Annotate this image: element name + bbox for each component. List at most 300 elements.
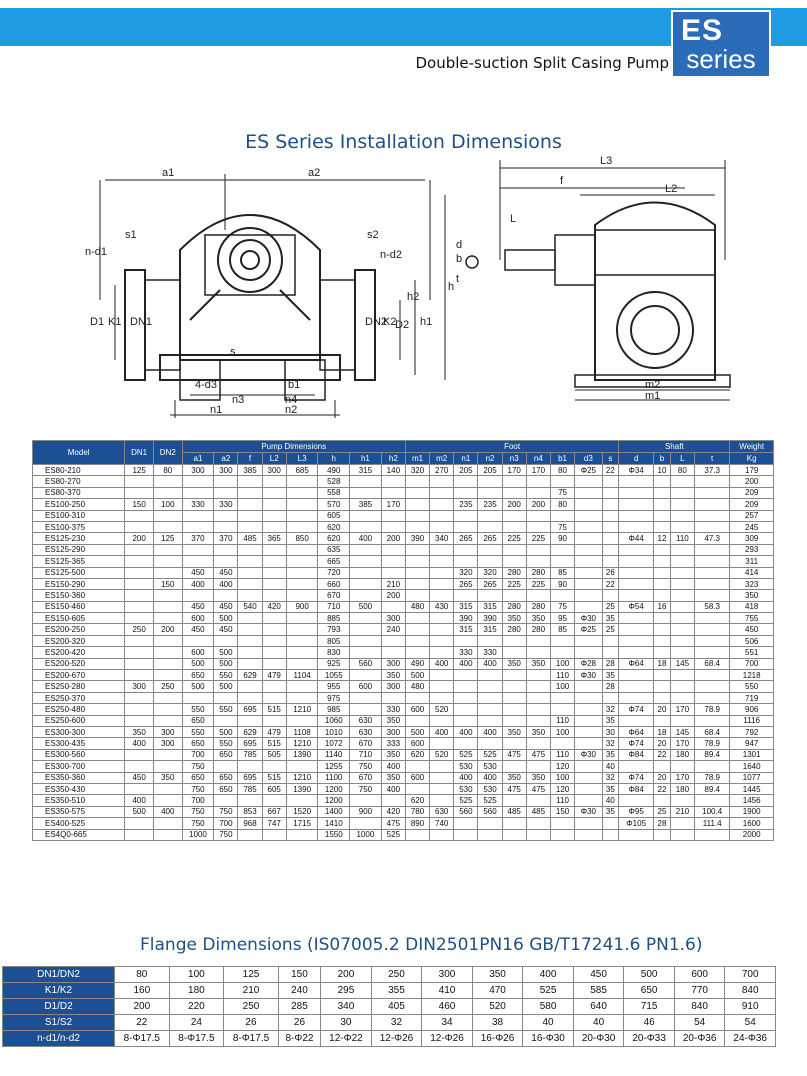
table-cell (214, 521, 238, 532)
table-cell (405, 578, 429, 589)
dim-b1: b1 (288, 379, 301, 391)
flange-cell: 180 (169, 983, 224, 999)
table-cell: Φ25 (575, 624, 602, 635)
table-cell (670, 692, 694, 703)
dim-n1: n1 (210, 404, 223, 416)
table-cell: 420 (262, 601, 286, 612)
flange-cell: 24 (169, 1015, 224, 1031)
table-cell (654, 795, 671, 806)
table-cell: ES300-560 (33, 749, 125, 760)
table-cell: 605 (262, 783, 286, 794)
table-cell: 450 (182, 624, 214, 635)
table-cell: 550 (214, 738, 238, 749)
flange-cell: 100 (169, 967, 224, 983)
table-cell (430, 795, 454, 806)
table-cell (454, 692, 478, 703)
table-cell (670, 510, 694, 521)
table-cell (350, 476, 382, 487)
table-cell: 490 (318, 465, 350, 476)
flange-cell: 16-Φ26 (472, 1031, 523, 1047)
table-cell: ES80-370 (33, 487, 125, 498)
table-cell: 18 (654, 726, 671, 737)
table-cell: 1200 (318, 795, 350, 806)
table-cell (550, 704, 574, 715)
table-cell: 170 (670, 704, 694, 715)
table-cell: 570 (318, 499, 350, 510)
table-cell: 22 (654, 783, 671, 794)
table-cell: 1715 (286, 818, 318, 829)
flange-cell: 8-Φ17.5 (115, 1031, 170, 1047)
table-cell: 500 (405, 670, 429, 681)
table-cell (125, 749, 154, 760)
table-cell: 968 (238, 818, 262, 829)
table-row (33, 521, 774, 532)
table-cell (405, 510, 429, 521)
table-cell (526, 556, 550, 567)
table-cell (654, 544, 671, 555)
table-cell: 80 (153, 465, 182, 476)
table-cell: 200 (153, 624, 182, 635)
table-cell: Φ25 (575, 465, 602, 476)
flange-cell: 20-Φ30 (573, 1031, 624, 1047)
table-cell (619, 624, 654, 635)
table-cell (214, 715, 238, 726)
table-row (33, 499, 774, 510)
table-cell (262, 567, 286, 578)
table-cell (526, 818, 550, 829)
table-cell (478, 635, 502, 646)
table-cell: 900 (286, 601, 318, 612)
table-cell: ES150-605 (33, 613, 125, 624)
table-cell (430, 670, 454, 681)
table-cell: 650 (182, 772, 214, 783)
table-cell: 68.4 (694, 658, 729, 669)
table-cell (654, 761, 671, 772)
table-cell (670, 544, 694, 555)
table-row (33, 487, 774, 498)
table-cell (502, 635, 526, 646)
table-cell: 600 (182, 613, 214, 624)
flange-cell: 12-Φ22 (321, 1031, 372, 1047)
table-cell (454, 818, 478, 829)
dim-n3: n3 (232, 394, 245, 406)
table-cell (286, 681, 318, 692)
table-cell (694, 578, 729, 589)
table-cell (214, 556, 238, 567)
table-cell: 700 (182, 749, 214, 760)
table-cell: 350 (526, 772, 550, 783)
table-cell: 710 (318, 601, 350, 612)
table-cell: 225 (502, 533, 526, 544)
flange-cell: 150 (278, 967, 320, 983)
flange-cell: 250 (371, 967, 422, 983)
table-cell (430, 624, 454, 635)
table-cell: 506 (730, 635, 774, 646)
table-cell (262, 795, 286, 806)
table-cell: 629 (238, 726, 262, 737)
table-cell: 145 (670, 658, 694, 669)
table-cell: 660 (318, 578, 350, 589)
table-cell (550, 635, 574, 646)
table-cell (405, 692, 429, 703)
table-cell (238, 510, 262, 521)
table-cell: 450 (730, 624, 774, 635)
table-cell (153, 590, 182, 601)
table-cell: 350 (381, 715, 405, 726)
table-cell: 525 (478, 749, 502, 760)
dim-s1: s1 (125, 229, 137, 241)
table-cell: Φ64 (619, 726, 654, 737)
table-row (33, 533, 774, 544)
table-cell (694, 761, 729, 772)
table-cell: 500 (182, 681, 214, 692)
table-cell: 350 (730, 590, 774, 601)
table-cell: 975 (318, 692, 350, 703)
table-cell: 150 (153, 578, 182, 589)
col-m1: m1 (405, 453, 429, 465)
table-cell: 170 (670, 738, 694, 749)
table-cell: 80 (550, 465, 574, 476)
table-cell: 1104 (286, 670, 318, 681)
table-cell (405, 829, 429, 840)
table-cell (153, 795, 182, 806)
table-cell (262, 556, 286, 567)
table-cell (550, 829, 574, 840)
table-cell (694, 544, 729, 555)
table-cell: 500 (214, 726, 238, 737)
table-cell (454, 704, 478, 715)
table-cell (575, 476, 602, 487)
flange-cell: 160 (115, 983, 170, 999)
table-cell: 270 (430, 465, 454, 476)
table-cell: 350 (502, 726, 526, 737)
table-cell (619, 556, 654, 567)
table-cell (550, 476, 574, 487)
flange-cell: 460 (422, 999, 473, 1015)
table-cell (502, 829, 526, 840)
table-cell (550, 692, 574, 703)
flange-row (3, 999, 776, 1015)
table-cell: 500 (214, 647, 238, 658)
dim-h: h (448, 281, 455, 293)
table-cell (238, 624, 262, 635)
table-cell: ES150-360 (33, 590, 125, 601)
table-cell (350, 647, 382, 658)
dim-h1: h1 (420, 316, 433, 328)
table-cell: 35 (602, 670, 619, 681)
table-cell (286, 692, 318, 703)
table-cell: 35 (602, 783, 619, 794)
table-cell (125, 521, 154, 532)
table-cell: 200 (381, 533, 405, 544)
table-cell: 350 (125, 726, 154, 737)
table-cell: 280 (526, 624, 550, 635)
table-cell: 125 (125, 465, 154, 476)
table-cell (182, 521, 214, 532)
table-cell: Φ28 (575, 658, 602, 669)
table-cell (125, 578, 154, 589)
table-cell (262, 647, 286, 658)
table-cell: 540 (238, 601, 262, 612)
table-cell (575, 761, 602, 772)
table-cell: 750 (214, 806, 238, 817)
table-cell: 235 (454, 499, 478, 510)
table-cell (182, 544, 214, 555)
table-cell: ES250-280 (33, 681, 125, 692)
flange-cell: 770 (674, 983, 725, 999)
table-cell (182, 556, 214, 567)
table-cell (602, 829, 619, 840)
table-cell: 400 (214, 578, 238, 589)
table-cell (286, 635, 318, 646)
table-cell (381, 601, 405, 612)
table-cell (502, 521, 526, 532)
table-cell: 370 (214, 533, 238, 544)
table-cell (430, 647, 454, 658)
flange-cell: 340 (321, 999, 372, 1015)
table-cell: 385 (350, 499, 382, 510)
table-cell (286, 556, 318, 567)
table-cell: ES125-500 (33, 567, 125, 578)
table-cell (430, 738, 454, 749)
table-cell (405, 556, 429, 567)
flange-cell: 38 (472, 1015, 523, 1031)
table-cell (670, 601, 694, 612)
dim-D1: D1 (90, 316, 105, 328)
table-cell (526, 761, 550, 772)
table-cell (654, 692, 671, 703)
table-cell: 309 (730, 533, 774, 544)
table-cell (454, 590, 478, 601)
table-cell (125, 590, 154, 601)
table-cell (478, 670, 502, 681)
table-cell (381, 510, 405, 521)
table-cell (502, 487, 526, 498)
table-cell: 400 (454, 726, 478, 737)
table-cell (654, 670, 671, 681)
table-cell: 390 (405, 533, 429, 544)
table-cell (654, 521, 671, 532)
table-cell (602, 533, 619, 544)
table-cell (350, 487, 382, 498)
table-cell: 620 (405, 749, 429, 760)
table-cell: 28 (602, 658, 619, 669)
table-cell: 200 (526, 499, 550, 510)
table-cell: 480 (405, 681, 429, 692)
table-cell: ES125-230 (33, 533, 125, 544)
table-cell: 500 (125, 806, 154, 817)
table-cell (350, 556, 382, 567)
col-a2: a2 (214, 453, 238, 465)
table-cell (502, 715, 526, 726)
table-cell: 450 (214, 601, 238, 612)
table-cell: 500 (350, 601, 382, 612)
flange-cell: 220 (169, 999, 224, 1015)
table-cell: 37.3 (694, 465, 729, 476)
table-cell: ES350-360 (33, 772, 125, 783)
table-cell (602, 499, 619, 510)
table-cell (550, 738, 574, 749)
table-row (33, 726, 774, 737)
table-row (33, 658, 774, 669)
table-cell (454, 556, 478, 567)
table-cell (654, 715, 671, 726)
table-cell (575, 772, 602, 783)
table-cell (262, 487, 286, 498)
table-cell (286, 521, 318, 532)
table-cell: 600 (405, 772, 429, 783)
table-cell (381, 567, 405, 578)
table-cell: 1445 (730, 783, 774, 794)
table-cell (238, 487, 262, 498)
table-cell: 300 (214, 465, 238, 476)
table-cell: 830 (318, 647, 350, 658)
table-cell (454, 487, 478, 498)
table-cell (502, 556, 526, 567)
table-cell (238, 590, 262, 601)
flange-cell: 22 (115, 1015, 170, 1031)
table-cell: 180 (670, 783, 694, 794)
flange-row-label: D1/D2 (3, 999, 115, 1015)
table-cell: 323 (730, 578, 774, 589)
table-cell: ES4Q0-665 (33, 829, 125, 840)
table-cell: 365 (262, 533, 286, 544)
table-cell (619, 647, 654, 658)
table-cell: 280 (502, 624, 526, 635)
table-cell (238, 647, 262, 658)
table-cell: 750 (182, 783, 214, 794)
table-cell: 650 (214, 772, 238, 783)
col-L3: L3 (286, 453, 318, 465)
table-cell: 450 (125, 772, 154, 783)
table-cell (153, 749, 182, 760)
table-cell (214, 476, 238, 487)
flange-cell: 585 (573, 983, 624, 999)
table-cell (575, 738, 602, 749)
table-cell (214, 635, 238, 646)
table-cell: 630 (350, 715, 382, 726)
table-cell: 600 (405, 738, 429, 749)
table-cell (125, 715, 154, 726)
table-cell: 25 (602, 624, 619, 635)
table-cell (153, 521, 182, 532)
table-cell (153, 487, 182, 498)
table-cell (286, 544, 318, 555)
table-cell: 685 (286, 465, 318, 476)
dim-s: s (230, 346, 236, 358)
table-cell: 530 (478, 761, 502, 772)
col-L2: L2 (262, 453, 286, 465)
table-cell (262, 544, 286, 555)
flange-cell: 40 (523, 1015, 574, 1031)
table-cell: 2000 (730, 829, 774, 840)
table-cell: 210 (381, 578, 405, 589)
table-cell: 20 (654, 738, 671, 749)
table-cell (670, 487, 694, 498)
table-row (33, 567, 774, 578)
table-cell (526, 510, 550, 521)
table-cell (153, 783, 182, 794)
table-cell (602, 818, 619, 829)
table-cell: 22 (602, 578, 619, 589)
table-cell (670, 647, 694, 658)
table-cell (454, 670, 478, 681)
col-dn2: DN2 (153, 441, 182, 465)
table-cell (670, 590, 694, 601)
table-cell: Φ74 (619, 772, 654, 783)
dim-a1: a1 (162, 167, 175, 179)
table-cell: 225 (526, 578, 550, 589)
dim-D2: D2 (395, 319, 410, 331)
table-cell (575, 818, 602, 829)
table-cell (575, 510, 602, 521)
table-cell: 450 (182, 567, 214, 578)
table-cell (125, 647, 154, 658)
table-cell (478, 818, 502, 829)
table-cell: 75 (550, 487, 574, 498)
table-cell (350, 590, 382, 601)
table-cell: 350 (502, 658, 526, 669)
table-cell (405, 567, 429, 578)
table-cell: 320 (405, 465, 429, 476)
table-cell (454, 738, 478, 749)
table-cell: 558 (318, 487, 350, 498)
table-cell: 32 (602, 738, 619, 749)
flange-cell: 250 (224, 999, 279, 1015)
table-cell (430, 783, 454, 794)
table-cell: 1077 (730, 772, 774, 783)
table-cell (502, 544, 526, 555)
table-cell: 1010 (318, 726, 350, 737)
table-cell (575, 692, 602, 703)
table-cell (694, 647, 729, 658)
flange-dimensions-table (2, 966, 776, 1047)
table-cell: Φ30 (575, 806, 602, 817)
table-cell (526, 544, 550, 555)
table-cell: 330 (478, 647, 502, 658)
table-cell: ES250-370 (33, 692, 125, 703)
table-cell (694, 795, 729, 806)
table-cell: 670 (350, 772, 382, 783)
table-cell (478, 829, 502, 840)
table-cell: 265 (454, 578, 478, 589)
table-cell: 340 (430, 533, 454, 544)
table-cell: ES100-310 (33, 510, 125, 521)
table-cell: 700 (730, 658, 774, 669)
table-cell: 885 (318, 613, 350, 624)
table-cell: 530 (478, 783, 502, 794)
table-cell: 400 (125, 795, 154, 806)
table-cell (602, 476, 619, 487)
table-cell: 500 (405, 726, 429, 737)
flange-cell: 715 (624, 999, 675, 1015)
table-cell: 850 (286, 533, 318, 544)
table-cell (350, 521, 382, 532)
table-cell (550, 544, 574, 555)
table-cell (238, 578, 262, 589)
table-row (33, 761, 774, 772)
table-cell: 85 (550, 567, 574, 578)
col-h: h (318, 453, 350, 465)
table-cell: 32 (602, 704, 619, 715)
table-cell (430, 590, 454, 601)
table-cell: 550 (182, 704, 214, 715)
table-cell: 110 (670, 533, 694, 544)
table-cell: 315 (478, 624, 502, 635)
table-cell (405, 635, 429, 646)
table-cell: 280 (526, 601, 550, 612)
table-cell: 210 (670, 806, 694, 817)
